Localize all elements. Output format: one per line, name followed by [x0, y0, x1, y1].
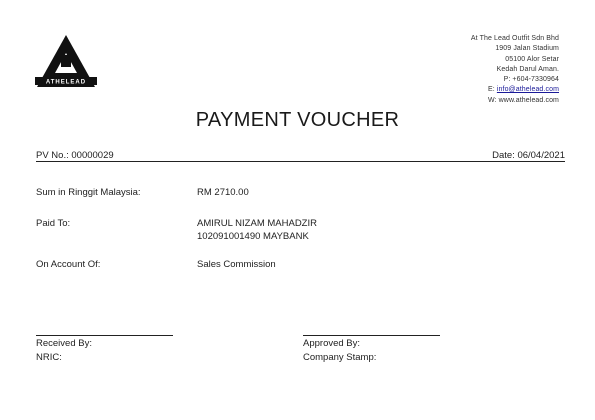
company-address-line-2: 05100 Alor Setar [505, 55, 559, 63]
company-logo [33, 33, 99, 89]
company-phone: P: +604-7330964 [503, 76, 559, 84]
approved-block [303, 337, 376, 365]
company-address-line-3: Kedah Darul Aman. [496, 65, 559, 73]
sum-label: Sum in Ringgit Malaysia: [36, 187, 141, 198]
voucher-date: Date: 06/04/2021 [492, 150, 565, 161]
company-email-row [389, 85, 559, 95]
company-details [389, 34, 559, 106]
pv-number: PV No.: 00000029 [36, 150, 114, 161]
document-title: PAYMENT VOUCHER [195, 109, 400, 131]
approved-signature-line [303, 335, 440, 336]
company-name: At The Lead Outfit Sdn Bhd [470, 35, 559, 42]
paid-to-label: Paid To: [36, 218, 71, 229]
email-prefix: E: [488, 86, 497, 94]
company-stamp-label: Company Stamp: [303, 352, 377, 363]
company-email-link[interactable]: info@athelead.com [496, 86, 559, 94]
received-signature-line [36, 335, 173, 336]
received-by-label: Received By: [36, 338, 92, 349]
account-of-value: Sales Commission [197, 259, 276, 270]
payee-account: 102091001490 MAYBANK [197, 230, 309, 242]
nric-label: NRIC: [36, 352, 62, 363]
company-website: W: www.athelead.com [487, 96, 559, 104]
received-block [36, 337, 92, 365]
account-of-label: On Account Of: [36, 259, 101, 270]
payee-name: AMIRUL NIZAM MAHADZIR [197, 218, 317, 229]
sum-value: RM 2710.00 [197, 187, 249, 198]
paid-to-value [197, 218, 317, 243]
company-address-line-1: 1909 Jalan Stadium [495, 45, 559, 53]
approved-by-label: Approved By: [303, 338, 361, 349]
header-divider [36, 161, 565, 162]
logo-wordmark: ATHELEAD [45, 79, 87, 86]
